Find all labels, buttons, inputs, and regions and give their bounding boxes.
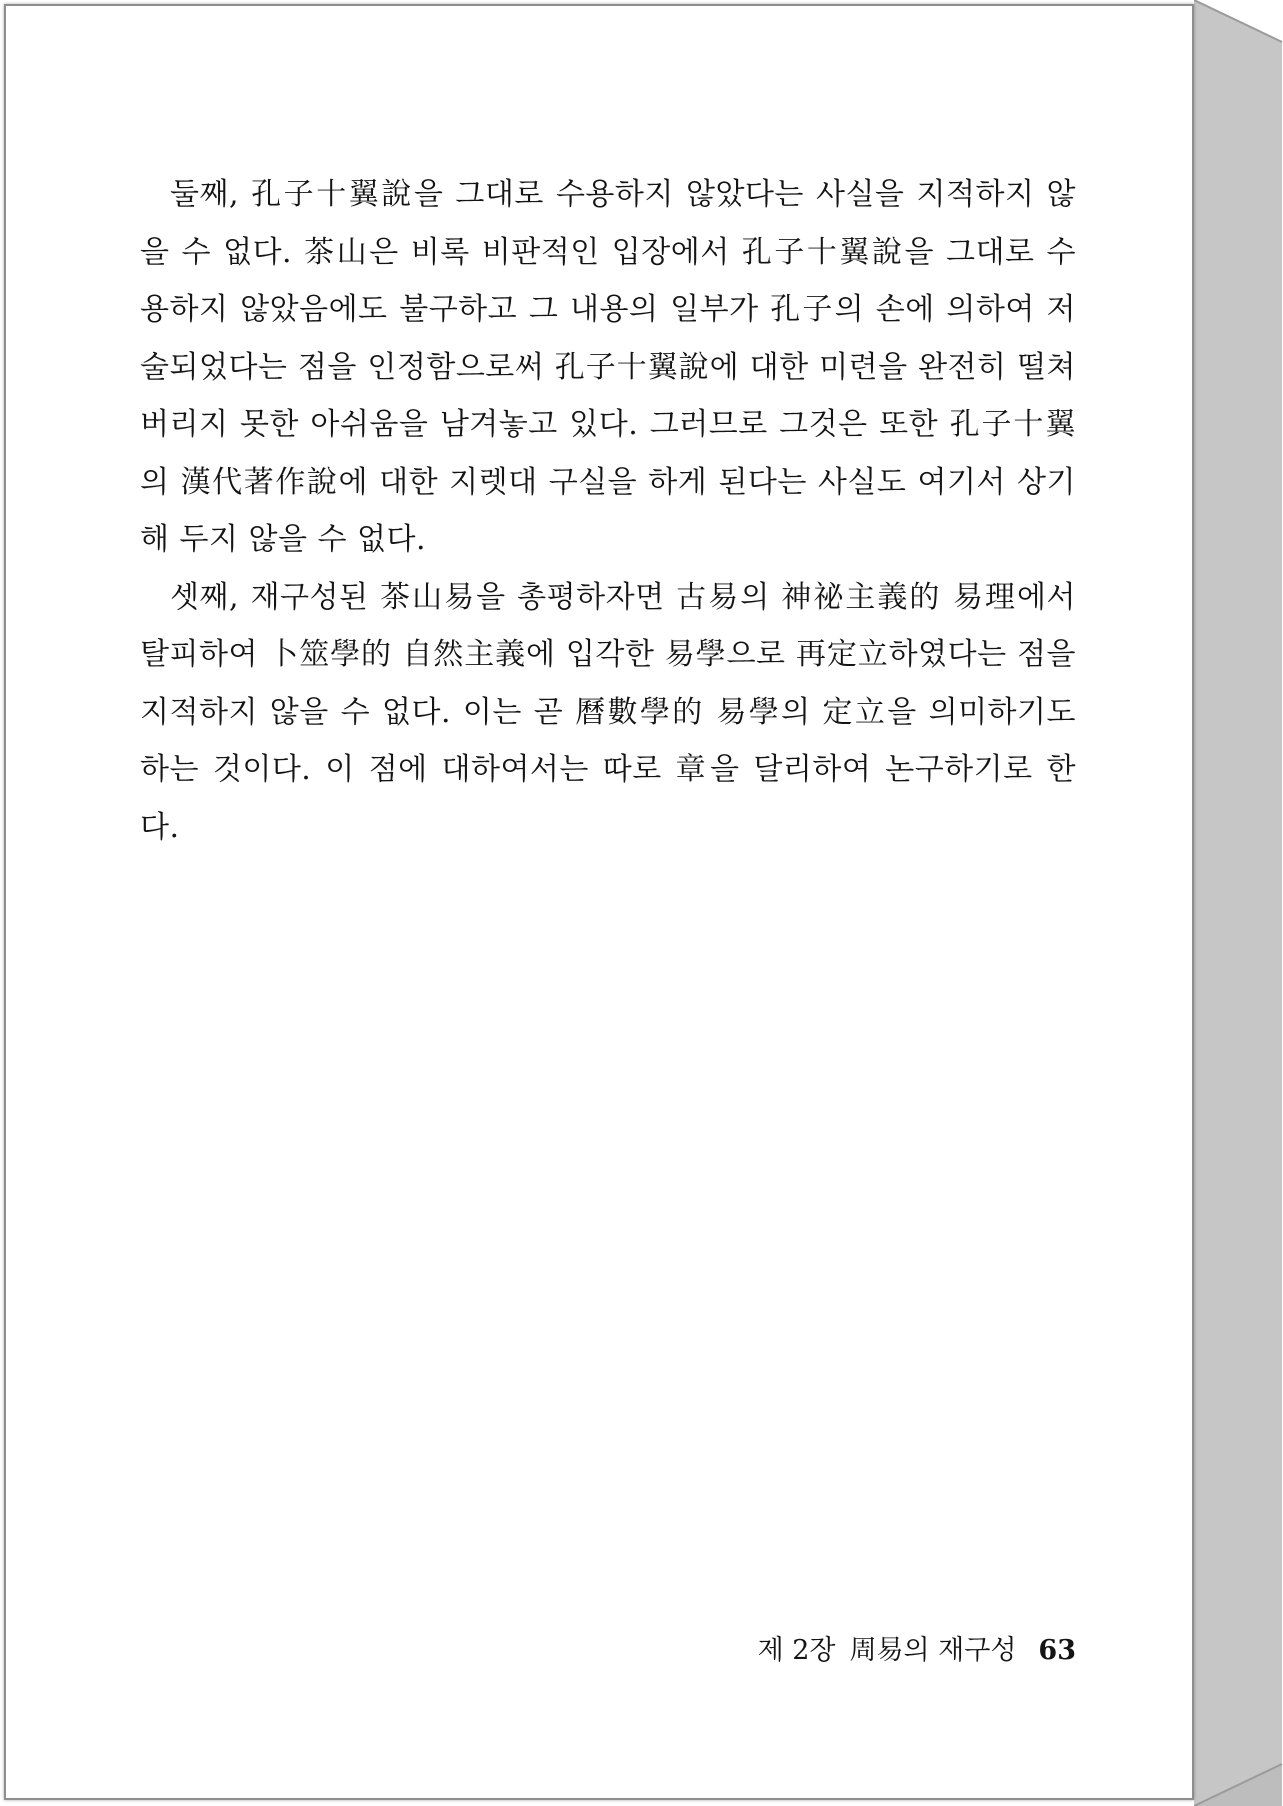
page-number: 63 xyxy=(1038,1635,1076,1666)
paragraph-second-point xyxy=(140,166,1076,569)
text-line: 탈피하여 卜筮學的 自然主義에 입각한 易學으로 再定立하였다는 점을 xyxy=(140,637,1076,672)
text-line: 하는 것이다. 이 점에 대하여서는 따로 章을 달리하여 논구하기로 한 xyxy=(140,752,1076,787)
paragraph-third-point xyxy=(140,569,1076,857)
text-line: 둘째, 孔子十翼說을 그대로 수용하지 않았다는 사실을 지적하지 않 xyxy=(170,177,1076,212)
book-page-edge xyxy=(1194,0,1283,1806)
body-text xyxy=(140,166,1076,856)
footer-title: 周易의 재구성 xyxy=(849,1635,1017,1666)
running-footer xyxy=(736,1633,1076,1669)
text-line: 을 수 없다. 茶山은 비록 비판적인 입장에서 孔子十翼說을 그대로 수 xyxy=(140,234,1076,270)
text-line: 술되었다는 점을 인정함으로써 孔子十翼說에 대한 미련을 완전히 떨쳐 xyxy=(140,349,1076,385)
text-line: 해 두지 않을 수 없다. xyxy=(140,522,427,557)
text-line: 의 漢代著作說에 대한 지렛대 구실을 하게 된다는 사실도 여기서 상기 xyxy=(140,464,1076,500)
text-line: 버리지 못한 아쉬움을 남겨놓고 있다. 그러므로 그것은 또한 孔子十翼 xyxy=(140,407,1076,442)
text-line: 셋째, 재구성된 茶山易을 총평하자면 古易의 神祕主義的 易理에서 xyxy=(170,579,1076,615)
text-line: 지적하지 않을 수 없다. 이는 곧 曆數學的 易學의 定立을 의미하기도 xyxy=(140,694,1076,730)
text-line: 다. xyxy=(140,809,180,845)
footer-chapter: 제 2장 xyxy=(757,1635,836,1666)
text-line: 용하지 않았음에도 불구하고 그 내용의 일부가 孔子의 손에 의하여 저 xyxy=(140,292,1076,327)
